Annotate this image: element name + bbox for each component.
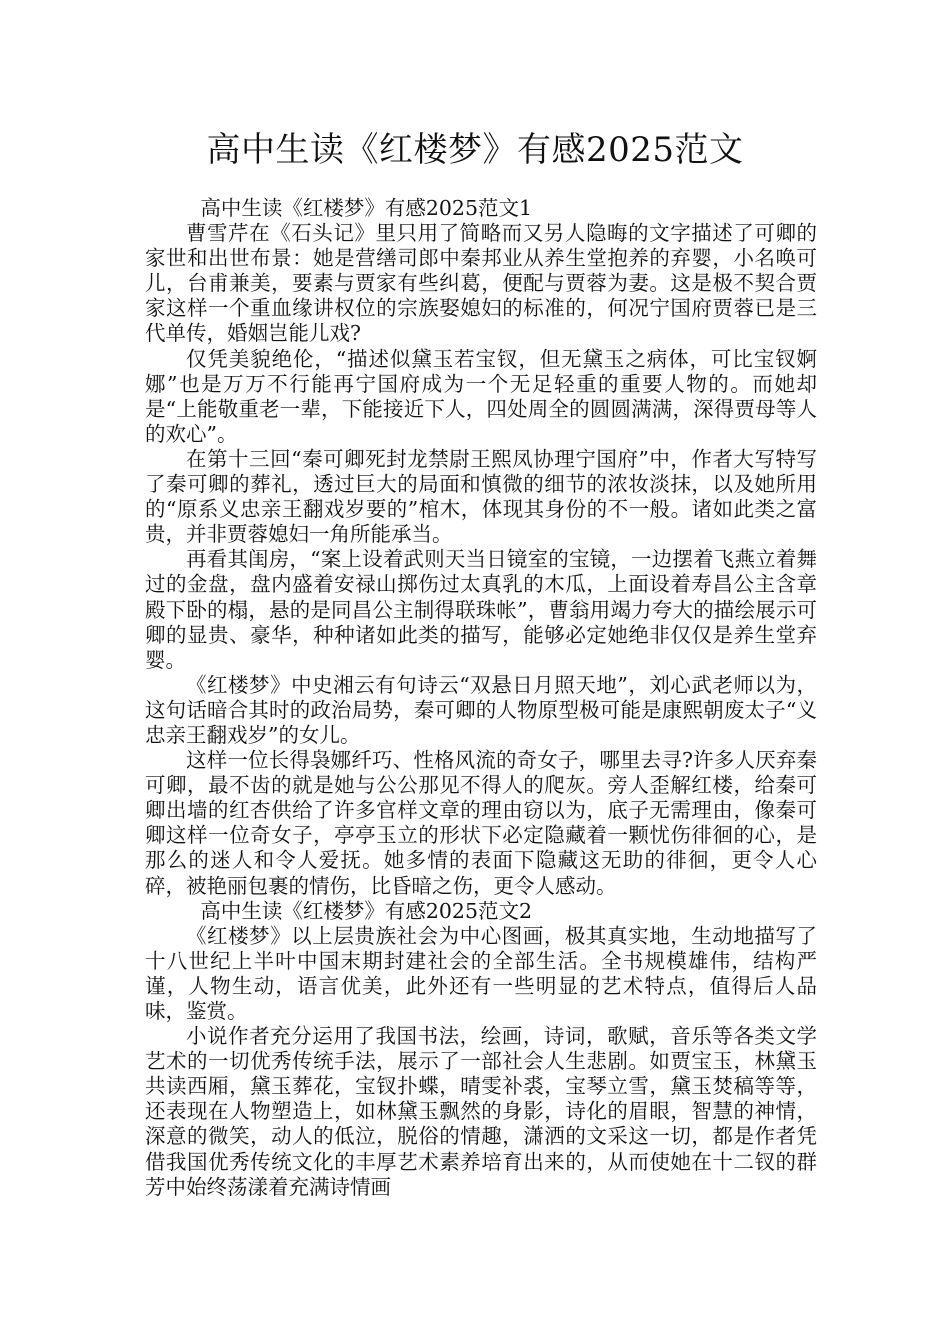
- paragraph: 再看其闺房，“案上设着武则天当日镜室的宝镜，一边摆着飞燕立着舞过的金盘，盘内盛着安禄山掷伤过太真乳的木瓜，上面设着寿昌公主含章殿下卧的榻，悬的是同昌公主制得联珠帐”，曹翁用竭力夸大的描绘展示可卿的显贵、豪华，种种诸如此类的描写，能够必定她绝非仅仅是养生堂弃婴。: [145, 547, 817, 672]
- document-body: [145, 196, 817, 1200]
- paragraph: 这样一位长得袅娜纤巧、性格风流的奇女子，哪里去寻?许多人厌弃秦可卿，最不齿的就是她与公公那见不得人的爬灰。旁人歪解红楼，给秦可卿出墙的红杏供给了许多官样文章的理由窃以为，底子无需理由，像秦可卿这样一位奇女子，亭亭玉立的形状下必定隐藏着一颗忧伤徘徊的心，是那么的迷人和令人爱抚。她多情的表面下隐藏这无助的徘徊，更令人心碎，被艳丽包裹的情伤，比昏暗之伤，更令人感动。: [145, 748, 817, 898]
- paragraph: 在第十三回“秦可卿死封龙禁尉王熙凤协理宁国府”中，作者大写特写了秦可卿的葬礼，透过巨大的局面和慎微的细节的浓妆淡抹，以及她所用的“原系义忠亲王翻戏岁要的”棺木，体现其身份的不一般。诸如此类之富贵，并非贾蓉媳妇一角所能承当。: [145, 446, 817, 547]
- document-title: 高中生读《红楼梦》有感2025范文: [206, 130, 744, 170]
- paragraph: 曹雪芹在《石头记》里只用了简略而又另人隐晦的文字描述了可卿的家世和出世布景：她是营缮司郎中秦邦业从养生堂抱养的弃婴，小名唤可儿，台甫兼美，要素与贾家有些纠葛，便配与贾蓉为妻。这是极不契合贾家这样一个重血缘讲权位的宗族娶媳妇的标准的，何况宁国府贾蓉已是三代单传，婚姻岂能儿戏?: [145, 221, 817, 346]
- section-heading: 高中生读《红楼梦》有感2025范文2: [200, 898, 533, 923]
- paragraph: 小说作者充分运用了我国书法，绘画，诗词，歌赋，音乐等各类文学艺术的一切优秀传统手法，展示了一部社会人生悲剧。如贾宝玉，林黛玉共读西厢，黛玉葬花，宝钗扑蝶，晴雯补裘，宝琴立雪，黛玉焚稿等等，还表现在人物塑造上，如林黛玉飘然的身影，诗化的眉眼，智慧的神情，深意的微笑，动人的低泣，脱俗的情趣，潇洒的文采这一切，都是作者凭借我国优秀传统文化的丰厚艺术素养培育出来的，从而使她在十二钗的群芳中始终荡漾着充满诗情画: [145, 1024, 817, 1199]
- paragraph: 《红楼梦》以上层贵族社会为中心图画，极其真实地，生动地描写了十八世纪上半叶中国末期封建社会的全部生活。全书规模雄伟，结构严谨，人物生动，语言优美，此外还有一些明显的艺术特点，值得后人品味，鉴赏。: [145, 923, 817, 1023]
- section-heading: 高中生读《红楼梦》有感2025范文1: [200, 196, 533, 220]
- paragraph: 《红楼梦》中史湘云有句诗云“双悬日月照天地”，刘心武老师以为，这句话暗合其时的政治局势，秦可卿的人物原型极可能是康熙朝废太子“义忠亲王翻戏岁”的女儿。: [145, 672, 817, 747]
- paragraph: 仅凭美貌绝伦，“描述似黛玉若宝钗，但无黛玉之病体，可比宝钗婀娜”也是万万不行能再宁国府成为一个无足轻重的重要人物的。而她却是“上能敬重老一辈，下能接近下人，四处周全的圆圆满满，深得贾母等人的欢心”。: [145, 346, 817, 446]
